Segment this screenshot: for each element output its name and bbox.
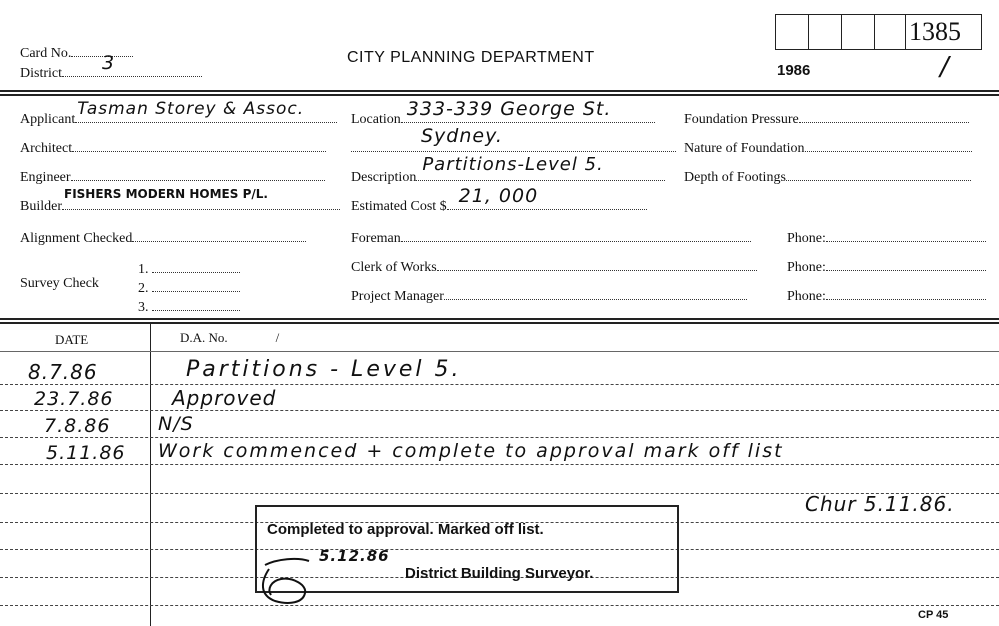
log-rule-top xyxy=(0,318,999,320)
estimated-cost-field: Estimated Cost $ 21, 000 xyxy=(351,195,647,215)
da-header: D.A. No. / xyxy=(180,330,280,345)
alignment-field: Alignment Checked xyxy=(20,227,306,247)
log-row-line xyxy=(0,437,999,438)
approval-stamp xyxy=(255,505,679,593)
stamp-signature-scribble xyxy=(257,551,317,606)
nature-foundation-field: Nature of Foundation xyxy=(684,137,972,157)
survey-check-label: Survey Check xyxy=(20,276,99,291)
log-row-line xyxy=(0,410,999,411)
entry-text: Partitions - Level 5. xyxy=(186,357,462,382)
description-value: Partitions-Level 5. xyxy=(422,154,604,175)
entry-text: N/S xyxy=(158,413,194,435)
location-value-2: Sydney. xyxy=(421,125,503,147)
foundation-pressure-field: Foundation Pressure xyxy=(684,108,969,128)
district-value: 3 xyxy=(102,52,116,74)
engineer-field: Engineer xyxy=(20,166,325,186)
form-code: CP 45 xyxy=(918,609,949,621)
log-row-line xyxy=(0,464,999,465)
entry-date: 7.8.86 xyxy=(44,415,111,437)
da-value: / xyxy=(275,330,280,345)
entry-text: Work commenced + complete to approval mark off list xyxy=(158,440,784,462)
project-manager-field: Project Manager xyxy=(351,285,747,305)
stamp-line-2: District Building Surveyor. xyxy=(405,565,594,582)
location-value: 333-339 George St. xyxy=(406,98,612,120)
year-tick: / xyxy=(940,52,950,82)
entry-date: 5.11.86 xyxy=(46,442,126,464)
builder-value: FISHERS MODERN HOMES P/L. xyxy=(64,187,268,201)
stamp-line-1: Completed to approval. Marked off list. xyxy=(267,521,544,538)
year: 1986 xyxy=(777,62,811,79)
header-rule-top xyxy=(0,90,999,92)
description-field: Description Partitions-Level 5. xyxy=(351,166,665,186)
card-number-box-1 xyxy=(775,14,809,50)
estimated-cost-value: 21, 000 xyxy=(458,185,539,207)
survey-3: 3. xyxy=(138,296,240,316)
card-no-label: Card No. xyxy=(20,42,133,62)
builder-field: Builder FISHERS MODERN HOMES P/L. xyxy=(20,195,340,215)
card-number-box-2 xyxy=(808,14,842,50)
district-label: District 3 xyxy=(20,62,202,82)
phone-field-3: Phone: xyxy=(787,285,986,305)
card-number: 1385 xyxy=(909,17,961,46)
entry-text: Approved xyxy=(172,386,277,410)
log-row-line xyxy=(0,384,999,385)
approval-signature: Chur 5.11.86. xyxy=(805,492,955,516)
applicant-value: Tasman Storey & Assoc. xyxy=(77,99,305,119)
phone-field-2: Phone: xyxy=(787,256,986,276)
card-number-box-3 xyxy=(841,14,875,50)
entry-date: 23.7.86 xyxy=(34,388,114,410)
entry-date: 8.7.86 xyxy=(28,360,98,384)
date-header: DATE xyxy=(55,332,89,347)
depth-footings-field: Depth of Footings xyxy=(684,166,971,186)
stamp-date: 5.12.86 xyxy=(319,547,390,565)
phone-field-1: Phone: xyxy=(787,227,986,247)
survey-2: 2. xyxy=(138,277,240,297)
card-number-box-4 xyxy=(874,14,906,50)
department-title: CITY PLANNING DEPARTMENT xyxy=(347,49,595,66)
survey-1: 1. xyxy=(138,258,240,278)
clerk-field: Clerk of Works xyxy=(351,256,757,276)
architect-field: Architect xyxy=(20,137,326,157)
location-field: Location 333-339 George St. xyxy=(351,108,655,128)
applicant-field: Applicant Tasman Storey & Assoc. xyxy=(20,108,337,128)
log-row-line xyxy=(0,605,999,606)
foreman-field: Foreman xyxy=(351,227,751,247)
header-rule-bottom xyxy=(0,94,999,96)
log-header-rule xyxy=(0,351,999,352)
date-column-divider xyxy=(150,322,151,626)
